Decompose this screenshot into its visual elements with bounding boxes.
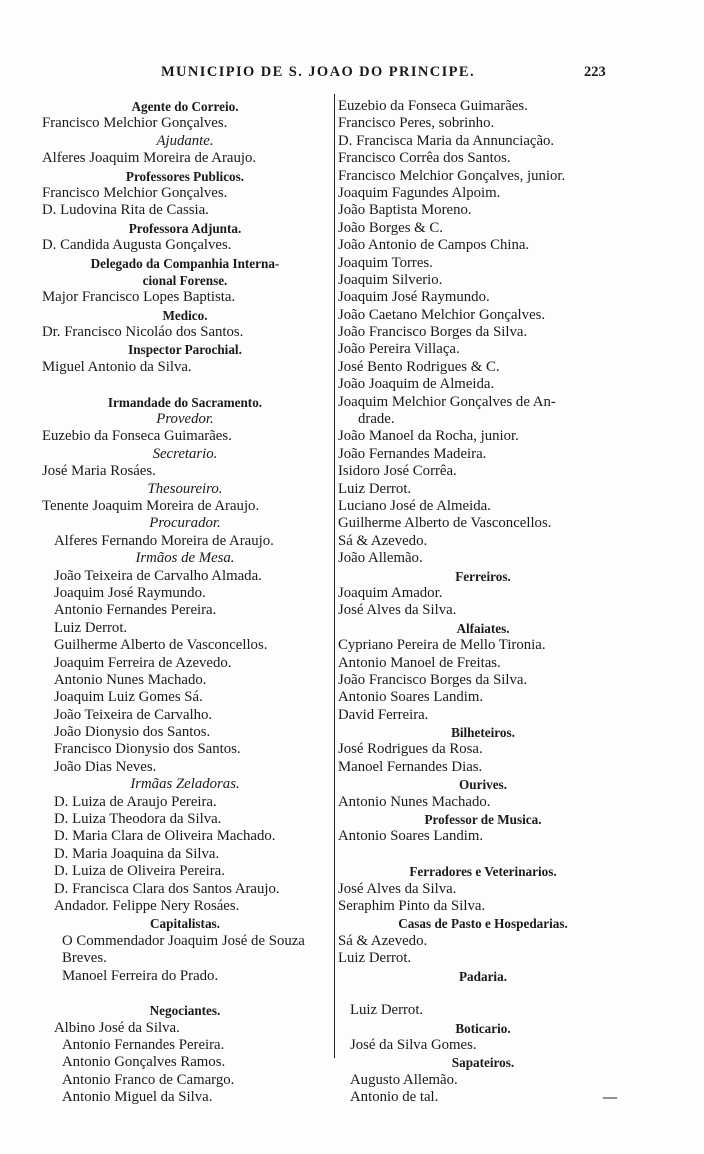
entry-line: João Francisco Borges da Silva.: [338, 324, 528, 341]
entry-line: Tenente Joaquim Moreira de Araujo.: [42, 497, 260, 514]
entry-line: Joaquim Silverio.: [338, 271, 443, 288]
entry-line: Joaquim Torres.: [338, 254, 433, 271]
entry-line: Sá & Azevedo.: [338, 532, 428, 549]
entry-line: Major Francisco Lopes Baptista.: [42, 289, 236, 306]
section-heading: Ferradores e Veterinarios.: [409, 864, 557, 880]
entry-line: Antonio Fernandes Pereira.: [54, 602, 217, 619]
entry-line: João Dias Neves.: [54, 758, 157, 775]
entry-line: Guilherme Alberto de Vasconcellos.: [338, 515, 552, 532]
section-heading: Inspector Parochial.: [128, 342, 242, 358]
entry-line: drade.: [358, 411, 395, 428]
entry-line: D. Ludovina Rita de Cassia.: [42, 202, 209, 219]
entry-line: Joaquim Ferreira de Azevedo.: [54, 654, 232, 671]
entry-line: Joaquim Amador.: [338, 584, 443, 601]
entry-line: Cypriano Pereira de Mello Tironia.: [338, 637, 546, 654]
entry-line: Luiz Derrot.: [338, 480, 412, 497]
entry-line: Albino José da Silva.: [54, 1019, 180, 1036]
entry-line: Francisco Melchior Gonçalves.: [42, 184, 228, 201]
section-heading: Boticario.: [455, 1020, 511, 1036]
entry-line: Miguel Antonio da Silva.: [42, 358, 192, 375]
entry-line: Francisco Dionysio dos Santos.: [54, 741, 241, 758]
entry-line: José Maria Rosáes.: [42, 463, 156, 480]
entry-line: David Ferreira.: [338, 706, 429, 723]
entry-line: Manoel Ferreira do Prado.: [62, 967, 219, 984]
column-divider: [334, 94, 335, 1058]
section-heading: Alfaiates.: [456, 620, 510, 636]
entry-line: D. Maria Joaquina da Silva.: [54, 845, 220, 862]
entry-line: D. Luiza de Araujo Pereira.: [54, 793, 217, 810]
entry-line: Antonio Franco de Camargo.: [62, 1071, 235, 1088]
entry-line: João Caetano Melchior Gonçalves.: [338, 306, 546, 323]
page-number: 223: [584, 64, 606, 80]
entry-line: Luiz Derrot.: [338, 950, 412, 967]
section-heading: Professores Publicos.: [125, 168, 245, 184]
entry-line: José Rodrigues da Rosa.: [338, 741, 483, 758]
role-subheading: Secretario.: [152, 445, 218, 462]
entry-line: Joaquim Melchior Gonçalves de An-: [338, 393, 556, 410]
entry-line: O Commendador Joaquim José de Souza: [62, 932, 305, 949]
role-subheading: Irmãos de Mesa.: [135, 550, 235, 567]
entry-line: Luiz Derrot.: [350, 1002, 424, 1019]
section-heading: Ourives.: [459, 777, 507, 793]
entry-line: Joaquim Fagundes Alpoim.: [338, 184, 501, 201]
entry-line: João Joaquim de Almeida.: [338, 376, 495, 393]
entry-line: Joaquim José Raymundo.: [54, 584, 206, 601]
entry-line: João Allemão.: [338, 550, 423, 567]
entry-line: Antonio Gonçalves Ramos.: [62, 1054, 226, 1071]
entry-line: Alferes Fernando Moreira de Araujo.: [54, 532, 274, 549]
right-column: [338, 98, 628, 1107]
entry-line: João Francisco Borges da Silva.: [338, 671, 528, 688]
entry-line: [338, 985, 628, 1002]
section-heading: Sapateiros.: [451, 1055, 515, 1071]
entry-line: João Borges & C.: [338, 219, 443, 236]
role-subheading: Thesoureiro.: [147, 480, 223, 497]
section-heading: Casas de Pasto e Hospedarias.: [398, 916, 568, 932]
entry-line: D. Maria Clara de Oliveira Machado.: [54, 828, 276, 845]
entry-line: Euzebio da Fonseca Guimarães.: [42, 428, 232, 445]
entry-line: Guilherme Alberto de Vasconcellos.: [54, 637, 268, 654]
entry-line: Antonio Manoel de Freitas.: [338, 654, 501, 671]
entry-line: Antonio Nunes Machado.: [54, 671, 207, 688]
entry-line: D. Luiza de Oliveira Pereira.: [54, 863, 225, 880]
entry-line: João Teixeira de Carvalho Almada.: [54, 567, 262, 584]
entry-line: João Teixeira de Carvalho.: [54, 706, 213, 723]
entry-line: José da Silva Gomes.: [350, 1037, 477, 1054]
role-subheading: Provedor.: [156, 411, 214, 428]
entry-line: Sá & Azevedo.: [338, 932, 428, 949]
section-heading: Professora Adjunta.: [128, 220, 242, 236]
footer-mark: —: [603, 1090, 617, 1105]
entry-line: Breves.: [62, 950, 107, 967]
entry-line: Francisco Peres, sobrinho.: [338, 115, 495, 132]
entry-line: [42, 985, 328, 1002]
entry-line: D. Francisca Clara dos Santos Araujo.: [54, 880, 280, 897]
entry-line: Dr. Francisco Nicoláo dos Santos.: [42, 324, 244, 341]
entry-line: D. Francisca Maria da Annunciação.: [338, 132, 555, 149]
entry-line: Euzebio da Fonseca Guimarães.: [338, 98, 528, 114]
section-heading: Padaria.: [459, 968, 507, 984]
entry-line: [42, 376, 328, 393]
section-heading: Delegado da Companhia Interna-: [90, 255, 280, 271]
entry-line: João Fernandes Madeira.: [338, 445, 487, 462]
role-subheading: Irmãas Zeladoras.: [130, 776, 240, 793]
entry-line: Francisco Corrêa dos Santos.: [338, 150, 511, 167]
page-title: MUNICIPIO DE S. JOAO DO PRINCIPE.: [160, 64, 476, 80]
entry-line: Antonio Miguel da Silva.: [62, 1089, 213, 1106]
entry-line: José Alves da Silva.: [338, 602, 457, 619]
entry-line: Seraphim Pinto da Silva.: [338, 897, 486, 914]
section-heading: Capitalistas.: [150, 916, 220, 932]
entry-line: Francisco Melchior Gonçalves.: [42, 115, 228, 132]
section-heading: Professor de Musica.: [424, 812, 542, 828]
entry-line: Andador. Felippe Nery Rosáes.: [54, 897, 240, 914]
section-heading: Agente do Correio.: [131, 99, 239, 114]
section-heading: cional Forense.: [142, 272, 228, 288]
entry-line: Joaquim Luiz Gomes Sá.: [54, 689, 203, 706]
section-heading: Negociantes.: [149, 1003, 221, 1019]
role-subheading: Ajudante.: [156, 132, 214, 149]
entry-line: Antonio de tal.: [350, 1089, 439, 1106]
entry-line: Antonio Fernandes Pereira.: [62, 1037, 225, 1054]
entry-line: [338, 846, 628, 863]
entry-line: Alferes Joaquim Moreira de Araujo.: [42, 150, 257, 167]
entry-line: Francisco Melchior Gonçalves, junior.: [338, 167, 566, 184]
entry-line: Joaquim José Raymundo.: [338, 289, 490, 306]
entry-line: D. Candida Augusta Gonçalves.: [42, 237, 232, 254]
entry-line: Antonio Nunes Machado.: [338, 793, 491, 810]
entry-line: Luiz Derrot.: [54, 619, 128, 636]
role-subheading: Procurador.: [149, 515, 221, 532]
entry-line: José Alves da Silva.: [338, 880, 457, 897]
entry-line: Antonio Soares Landim.: [338, 689, 484, 706]
entry-line: Augusto Allemão.: [350, 1071, 458, 1088]
entry-line: João Dionysio dos Santos.: [54, 724, 211, 741]
entry-line: Isidoro José Corrêa.: [338, 463, 457, 480]
entry-line: João Manoel da Rocha, junior.: [338, 428, 519, 445]
entry-line: João Baptista Moreno.: [338, 202, 472, 219]
section-heading: Medico.: [162, 307, 208, 323]
section-heading: Bilheteiros.: [451, 725, 515, 741]
section-heading: Ferreiros.: [455, 568, 511, 584]
section-heading: Irmandade do Sacramento.: [107, 394, 263, 410]
entry-line: Antonio Soares Landim.: [338, 828, 484, 845]
entry-line: José Bento Rodrigues & C.: [338, 358, 500, 375]
entry-line: Manoel Fernandes Dias.: [338, 758, 483, 775]
entry-line: Luciano José de Almeida.: [338, 497, 491, 514]
entry-line: João Antonio de Campos China.: [338, 237, 530, 254]
entry-line: D. Luiza Theodora da Silva.: [54, 811, 222, 828]
left-column: [42, 98, 328, 1107]
entry-line: João Pereira Villaça.: [338, 341, 460, 358]
